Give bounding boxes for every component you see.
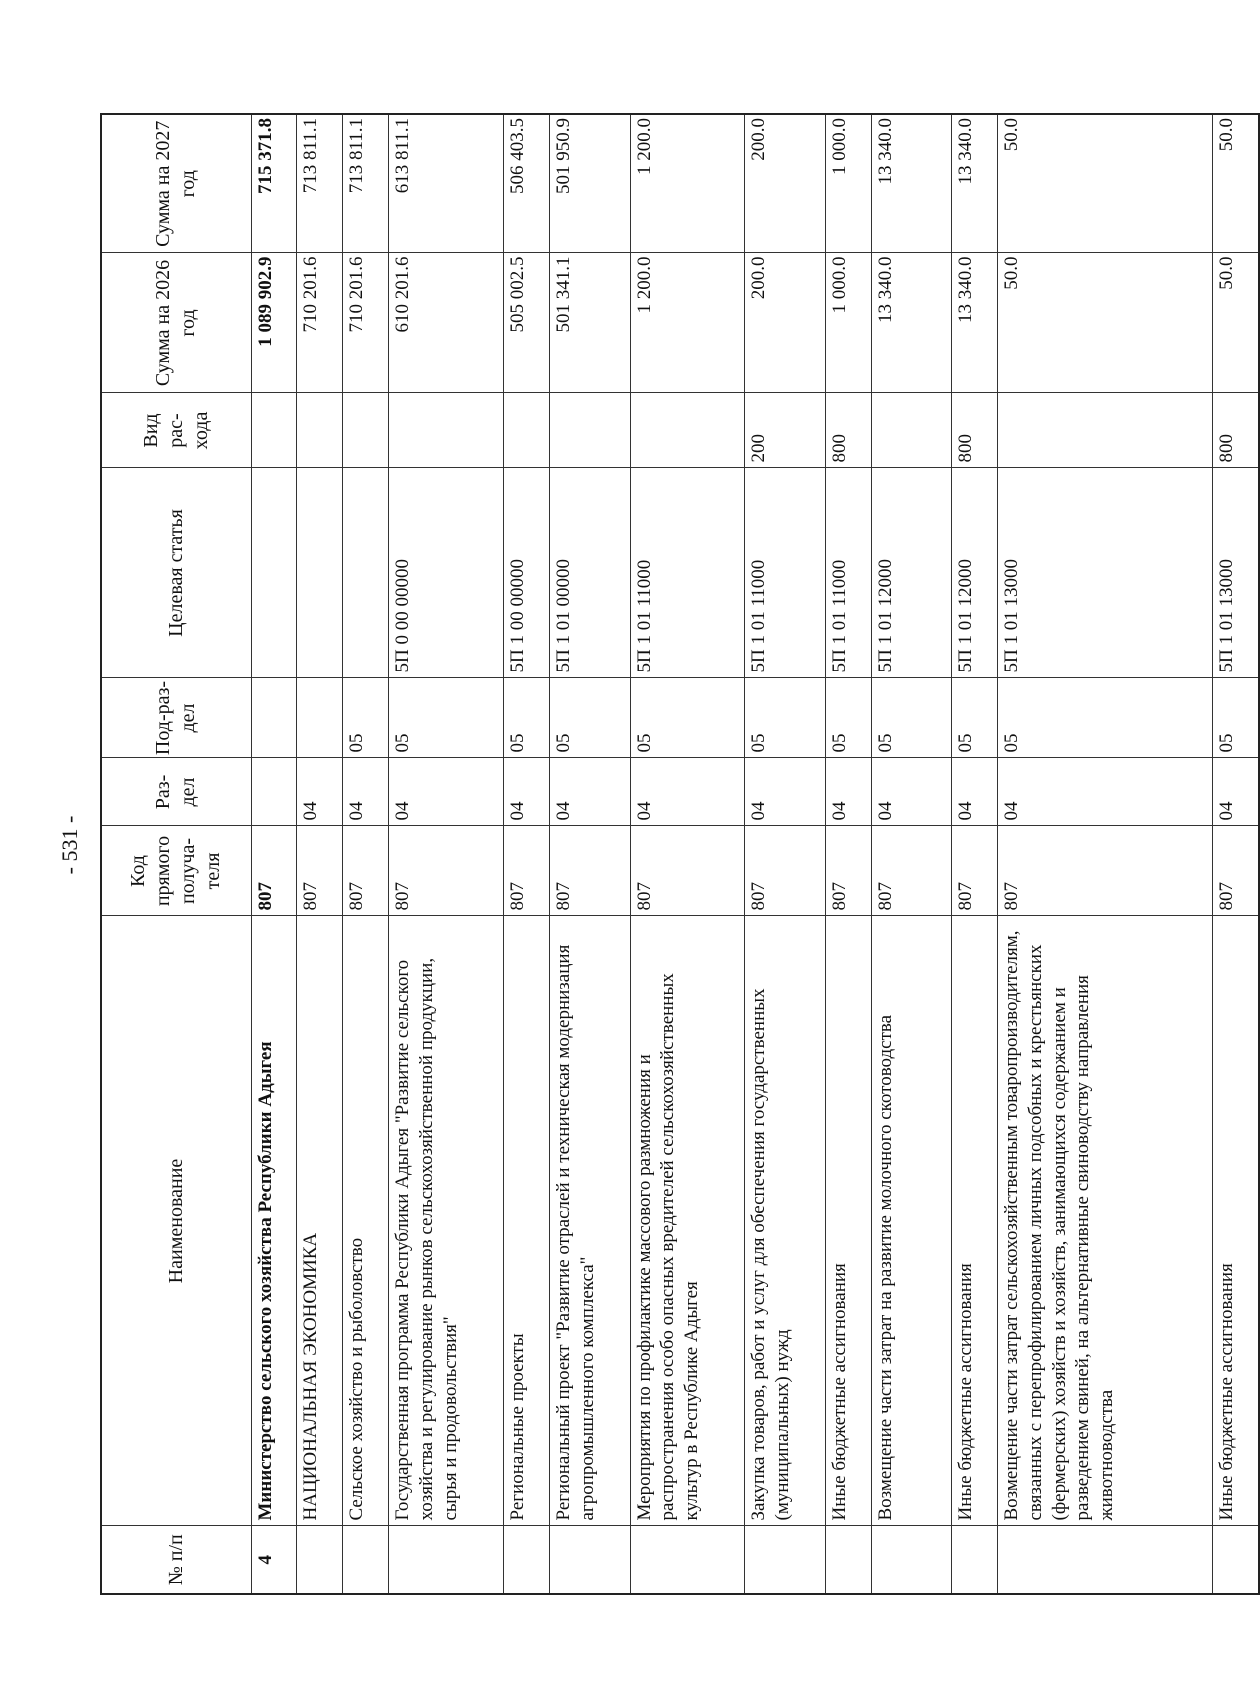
cell-sum-2027: 713 811.1 xyxy=(343,114,389,253)
cell-no xyxy=(871,1526,951,1594)
cell-celevaya: 5П 1 01 11000 xyxy=(745,468,825,678)
cell-vid xyxy=(389,393,504,468)
cell-celevaya: 5П 1 00 00000 xyxy=(504,468,550,678)
cell-vid xyxy=(297,393,343,468)
cell-vid xyxy=(251,393,297,468)
table-row xyxy=(251,114,297,1594)
cell-sum-2026: 13 340.0 xyxy=(871,253,951,393)
cell-no xyxy=(998,1526,1213,1594)
cell-celevaya: 5П 1 01 00000 xyxy=(550,468,630,678)
header-no: № п/п xyxy=(101,1526,251,1594)
cell-name: Мероприятия по профилактике массового размножения и распространения особо опасных вредителей сельскохозяйственных культур в Республике Адыгея xyxy=(630,916,745,1526)
cell-sum-2026: 50.0 xyxy=(1213,253,1259,393)
table-row xyxy=(998,114,1213,1594)
cell-razdel: 04 xyxy=(343,758,389,826)
cell-code: 807 xyxy=(251,826,297,916)
cell-sum-2026: 200.0 xyxy=(745,253,825,393)
cell-code: 807 xyxy=(297,826,343,916)
cell-sum-2027: 715 371.8 xyxy=(251,114,297,253)
cell-vid xyxy=(343,393,389,468)
cell-razdel: 04 xyxy=(1213,758,1259,826)
cell-no xyxy=(389,1526,504,1594)
table-row xyxy=(630,114,745,1594)
table-row xyxy=(343,114,389,1594)
header-razdel: Раз-дел xyxy=(101,758,251,826)
cell-razdel: 04 xyxy=(745,758,825,826)
cell-razdel: 04 xyxy=(825,758,871,826)
cell-razdel xyxy=(251,758,297,826)
header-code: Код прямого получа-теля xyxy=(101,826,251,916)
table-header-row xyxy=(101,114,251,1594)
cell-sum-2026: 1 200.0 xyxy=(630,253,745,393)
cell-podrazdel: 05 xyxy=(343,678,389,758)
budget-table xyxy=(100,113,1260,1595)
table-row xyxy=(389,114,504,1594)
header-vid: Вид рас-хода xyxy=(101,393,251,468)
cell-name: Министерство сельского хозяйства Республики Адыгея xyxy=(251,916,297,1526)
cell-code: 807 xyxy=(504,826,550,916)
cell-celevaya: 5П 1 01 11000 xyxy=(825,468,871,678)
cell-sum-2026: 50.0 xyxy=(998,253,1213,393)
cell-no xyxy=(297,1526,343,1594)
cell-razdel: 04 xyxy=(871,758,951,826)
cell-vid xyxy=(998,393,1213,468)
table-row xyxy=(297,114,343,1594)
cell-no xyxy=(1213,1526,1259,1594)
cell-razdel: 04 xyxy=(630,758,745,826)
cell-celevaya xyxy=(343,468,389,678)
table-row xyxy=(825,114,871,1594)
cell-vid: 800 xyxy=(1213,393,1259,468)
cell-podrazdel: 05 xyxy=(745,678,825,758)
cell-sum-2026: 13 340.0 xyxy=(952,253,998,393)
cell-celevaya: 5П 1 01 12000 xyxy=(871,468,951,678)
cell-vid: 200 xyxy=(745,393,825,468)
cell-code: 807 xyxy=(952,826,998,916)
cell-name: Государственная программа Республики Адыгея "Развитие сельского хозяйства и регулирование рынков сельскохозяйственной продукции, сырья и продовольствия" xyxy=(389,916,504,1526)
cell-podrazdel: 05 xyxy=(871,678,951,758)
cell-no xyxy=(343,1526,389,1594)
cell-name: Иные бюджетные ассигнования xyxy=(1213,916,1259,1526)
cell-code: 807 xyxy=(745,826,825,916)
cell-sum-2027: 13 340.0 xyxy=(871,114,951,253)
cell-vid xyxy=(550,393,630,468)
cell-code: 807 xyxy=(998,826,1213,916)
table-row xyxy=(952,114,998,1594)
cell-sum-2026: 501 341.1 xyxy=(550,253,630,393)
cell-razdel: 04 xyxy=(550,758,630,826)
cell-name: Региональный проект "Развитие отраслей и техническая модернизация агропромышленного комплекса" xyxy=(550,916,630,1526)
cell-celevaya xyxy=(251,468,297,678)
cell-code: 807 xyxy=(871,826,951,916)
cell-sum-2026: 710 201.6 xyxy=(297,253,343,393)
cell-code: 807 xyxy=(550,826,630,916)
cell-razdel: 04 xyxy=(389,758,504,826)
cell-sum-2027: 506 403.5 xyxy=(504,114,550,253)
cell-code: 807 xyxy=(630,826,745,916)
cell-sum-2027: 1 200.0 xyxy=(630,114,745,253)
table-row xyxy=(1213,114,1259,1594)
cell-sum-2027: 200.0 xyxy=(745,114,825,253)
table-row xyxy=(504,114,550,1594)
cell-razdel: 04 xyxy=(297,758,343,826)
cell-celevaya xyxy=(297,468,343,678)
cell-podrazdel: 05 xyxy=(504,678,550,758)
cell-podrazdel: 05 xyxy=(998,678,1213,758)
cell-no xyxy=(550,1526,630,1594)
cell-no xyxy=(745,1526,825,1594)
cell-celevaya: 5П 1 01 13000 xyxy=(1213,468,1259,678)
cell-sum-2027: 613 811.1 xyxy=(389,114,504,253)
header-sum-2026: Сумма на 2026 год xyxy=(101,253,251,393)
cell-celevaya: 5П 1 01 11000 xyxy=(630,468,745,678)
cell-name: Возмещение части затрат сельскохозяйственным товаропроизводителям, связанных с перепрофилированием личных подсобных и крестьянских (фермерских) хозяйств и хозяйств, занимающихся содержанием и разведением свиней, на альтернативные свиноводству направления животноводства xyxy=(998,916,1213,1526)
page-number: - 531 - xyxy=(57,815,82,875)
cell-celevaya: 5П 1 01 13000 xyxy=(998,468,1213,678)
cell-razdel: 04 xyxy=(952,758,998,826)
cell-code: 807 xyxy=(389,826,504,916)
header-name: Наименование xyxy=(101,916,251,1526)
cell-name: Закупка товаров, работ и услуг для обеспечения государственных (муниципальных) нужд xyxy=(745,916,825,1526)
cell-razdel: 04 xyxy=(998,758,1213,826)
cell-podrazdel: 05 xyxy=(825,678,871,758)
cell-code: 807 xyxy=(825,826,871,916)
cell-sum-2027: 13 340.0 xyxy=(952,114,998,253)
header-sum-2027: Сумма на 2027 год xyxy=(101,114,251,253)
header-podrazdel: Под-раз-дел xyxy=(101,678,251,758)
cell-name: Иные бюджетные ассигнования xyxy=(952,916,998,1526)
cell-no xyxy=(952,1526,998,1594)
cell-razdel: 04 xyxy=(504,758,550,826)
cell-sum-2027: 50.0 xyxy=(998,114,1213,253)
cell-sum-2026: 505 002.5 xyxy=(504,253,550,393)
cell-sum-2026: 1 089 902.9 xyxy=(251,253,297,393)
cell-vid: 800 xyxy=(952,393,998,468)
cell-name: НАЦИОНАЛЬНАЯ ЭКОНОМИКА xyxy=(297,916,343,1526)
cell-podrazdel: 05 xyxy=(1213,678,1259,758)
cell-podrazdel xyxy=(251,678,297,758)
cell-sum-2027: 713 811.1 xyxy=(297,114,343,253)
header-celevaya: Целевая статья xyxy=(101,468,251,678)
cell-no xyxy=(825,1526,871,1594)
cell-sum-2026: 610 201.6 xyxy=(389,253,504,393)
cell-name: Иные бюджетные ассигнования xyxy=(825,916,871,1526)
cell-name: Сельское хозяйство и рыболовство xyxy=(343,916,389,1526)
cell-podrazdel: 05 xyxy=(550,678,630,758)
cell-celevaya: 5П 0 00 00000 xyxy=(389,468,504,678)
cell-code: 807 xyxy=(1213,826,1259,916)
cell-name: Региональные проекты xyxy=(504,916,550,1526)
table-row xyxy=(871,114,951,1594)
cell-no: 4 xyxy=(251,1526,297,1594)
cell-sum-2026: 1 000.0 xyxy=(825,253,871,393)
cell-vid xyxy=(630,393,745,468)
table-row xyxy=(550,114,630,1594)
cell-no xyxy=(504,1526,550,1594)
budget-table-container xyxy=(100,115,1260,1595)
table-row xyxy=(745,114,825,1594)
cell-sum-2026: 710 201.6 xyxy=(343,253,389,393)
cell-podrazdel: 05 xyxy=(389,678,504,758)
cell-vid xyxy=(504,393,550,468)
cell-name: Возмещение части затрат на развитие молочного скотоводства xyxy=(871,916,951,1526)
cell-vid xyxy=(871,393,951,468)
cell-vid: 800 xyxy=(825,393,871,468)
cell-code: 807 xyxy=(343,826,389,916)
cell-sum-2027: 501 950.9 xyxy=(550,114,630,253)
cell-podrazdel: 05 xyxy=(630,678,745,758)
cell-podrazdel: 05 xyxy=(952,678,998,758)
cell-podrazdel xyxy=(297,678,343,758)
cell-sum-2027: 1 000.0 xyxy=(825,114,871,253)
cell-no xyxy=(630,1526,745,1594)
cell-celevaya: 5П 1 01 12000 xyxy=(952,468,998,678)
cell-sum-2027: 50.0 xyxy=(1213,114,1259,253)
